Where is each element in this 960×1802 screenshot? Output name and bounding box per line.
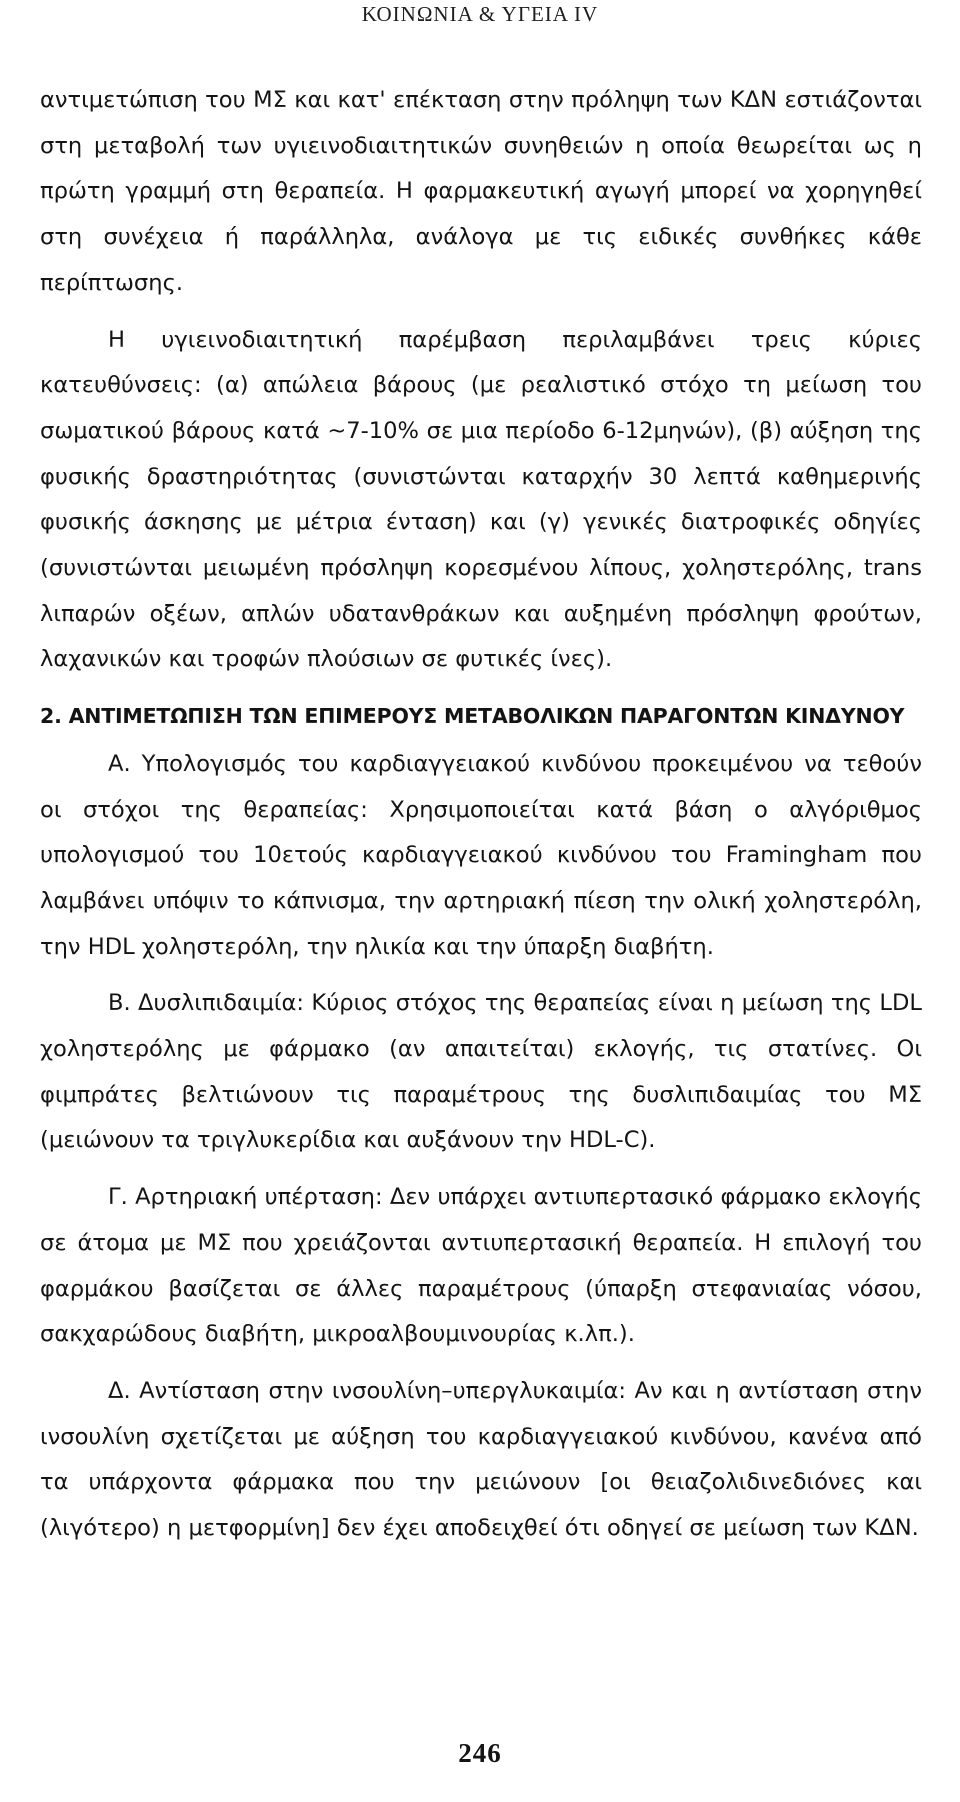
subsection-a-cardiovascular-risk: Α. Υπολογισμός του καρδιαγγειακού κινδύνου προκειμένου να τεθούν οι στόχοι της θεραπείας: Χρησιμοποιείται κατά βάση ο αλγόριθμος υπολογισμού του 10ετούς καρδιαγγειακού κινδύνου του Framingham που λαμβάνει υπόψιν το κάπνισμα, την αρτηριακή πίεση την ολική χοληστερόλη, την HDL χοληστερόλη, την ηλικία και την ύπαρξη διαβήτη. — [40, 750, 922, 960]
subsection-d-insulin-resistance: Δ. Αντίσταση στην ινσουλίνη–υπεργλυκαιμία: Αν και η αντίσταση στην ινσουλίνη σχετίζεται με αύξηση του καρδιαγγειακού κινδύνου, κανένα από τα υπάρχοντα φάρμακα που την μειώνουν [οι θειαζολιδινεδιόνες και (λιγότερο) η μετφορμίνη] δεν έχει αποδειχθεί ότι οδηγεί σε μείωση των ΚΔΝ. — [40, 1377, 922, 1542]
paragraph-intro: αντιμετώπιση του ΜΣ και κατ' επέκταση στην πρόληψη των ΚΔΝ εστιάζονται στη μεταβολή των υγιεινοδιαιτητικών συνηθειών η οποία θεωρείται ως η πρώτη γραμμή στη θεραπεία. Η φαρμακευτική αγωγή μπορεί να χορηγηθεί στη συνέχεια ή παράλληλα, ανάλογα με τις ειδικές συνθήκες κάθε περίπτωσης. — [40, 87, 922, 296]
page-number: 246 — [458, 1738, 502, 1768]
body-text — [40, 78, 922, 1552]
section-heading: 2. ΑΝΤΙΜΕΤΩΠΙΣΗ ΤΩΝ ΕΠΙΜΕΡΟΥΣ ΜΕΤΑΒΟΛΙΚΩΝ ΠΑΡΑΓΟΝΤΩΝ ΚΙΝΔΥΝΟΥ — [40, 704, 905, 729]
subsection-c-hypertension: Γ. Αρτηριακή υπέρταση: Δεν υπάρχει αντιυπερτασικό φάρμακο εκλογής σε άτομα με ΜΣ που χρειάζονται αντιυπερτασική θεραπεία. Η επιλογή του φαρμάκου βασίζεται σε άλλες παραμέτρους (ύπαρξη στεφανιαίας νόσου, σακχαρώδους διαβήτη, μικροαλβουμινουρίας κ.λπ.). — [40, 1184, 922, 1348]
running-header: ΚΟΙΝΩΝΙΑ & ΥΓΕΙΑ IV — [361, 2, 599, 26]
subsection-b-dyslipidemia: Β. Δυσλιπιδαιμία: Κύριος στόχος της θεραπείας είναι η μείωση της LDL χοληστερόλης με φάρμακο (αν απαιτείται) εκλογής, τις στατίνες. Οι φιμπράτες βελτιώνουν τις παραμέτρους της δυσλιπιδαιμίας του ΜΣ (μειώνουν τα τριγλυκερίδια και αυξάνουν την HDL-C). — [40, 990, 922, 1154]
paragraph-diet-intervention: Η υγιεινοδιαιτητική παρέμβαση περιλαμβάνει τρεις κύριες κατευθύνσεις: (α) απώλεια βάρους (με ρεαλιστικό στόχο τη μείωση του σωματικού βάρους κατά ~7-10% σε μια περίοδο 6-12μηνών), (β) αύξηση της φυσικής δραστηριότητας (συνιστώνται καταρχήν 30 λεπτά καθημερινής φυσικής άσκησης με μέτρια ένταση) και (γ) γενικές διατροφικές οδηγίες (συνιστώνται μειωμένη πρόσληψη κορεσμένου λίπους, χοληστερόλης, trans λιπαρών οξέων, απλών υδατανθράκων και αυξημένη πρόσληψη φρούτων, λαχανικών και τροφών πλούσιων σε φυτικές ίνες). — [40, 326, 922, 673]
